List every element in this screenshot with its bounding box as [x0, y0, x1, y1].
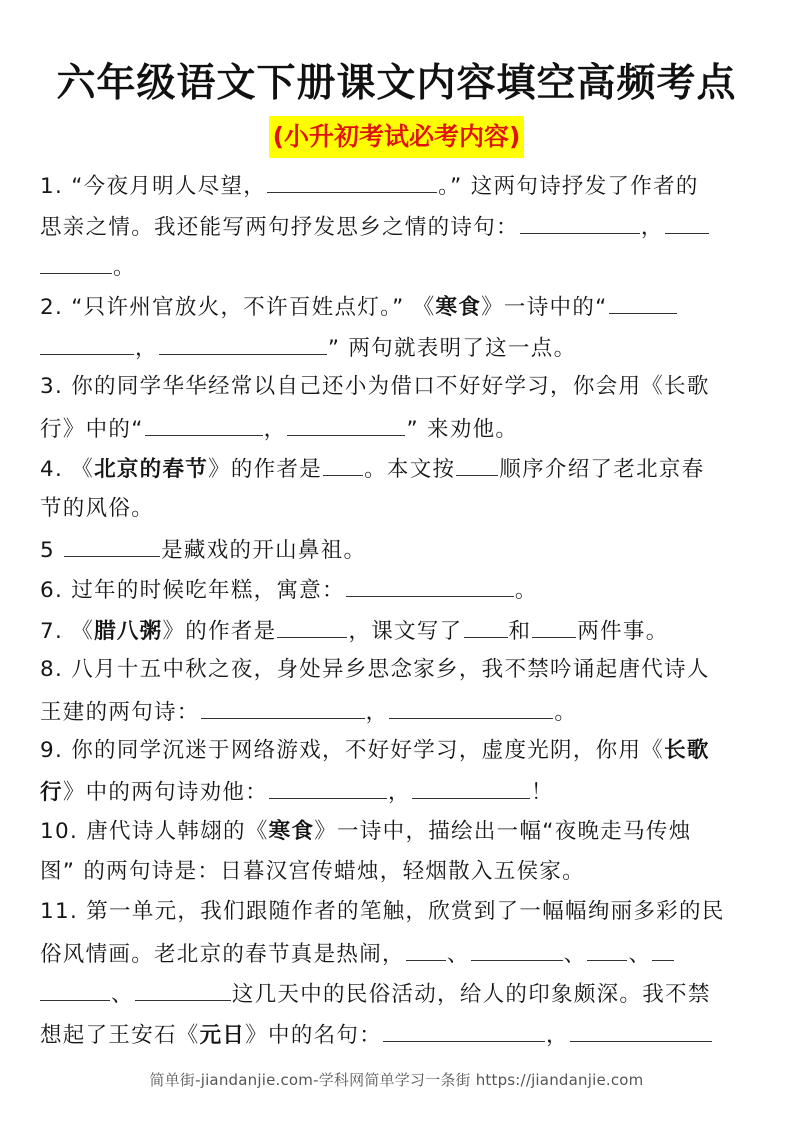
- book-title-bold: 寒食: [268, 819, 315, 844]
- question-text: 4. 《: [40, 457, 95, 482]
- answer-blank[interactable]: [389, 696, 553, 719]
- footer-watermark: 简单街-jiandanjie.com-学科网简单学习一条街 https://jiandanjie.com: [149, 1071, 644, 1089]
- answer-blank[interactable]: [532, 615, 576, 638]
- question-4-line-1: [40, 453, 705, 485]
- question-text: 》一诗中的“: [481, 295, 608, 320]
- page-title: 六年级语文下册课文内容填空高频考点: [56, 61, 737, 106]
- question-7-line-1: [40, 615, 669, 647]
- question-text: 行》中的“: [40, 417, 144, 442]
- answer-blank[interactable]: [64, 534, 160, 557]
- question-4-line-2: [40, 494, 154, 524]
- answer-blank[interactable]: [40, 978, 110, 1001]
- separator: 、: [446, 942, 470, 967]
- answer-blank[interactable]: [570, 1019, 712, 1042]
- answer-blank[interactable]: [287, 413, 405, 436]
- question-text: 想起了王安石《: [40, 1023, 200, 1048]
- question-text: 。” 这两句诗抒发了作者的: [438, 174, 699, 199]
- answer-blank[interactable]: [464, 615, 508, 638]
- question-text: ，课文写了: [348, 619, 463, 644]
- question-6-line-1: [40, 574, 538, 606]
- answer-blank[interactable]: [269, 776, 387, 799]
- question-text: 3. 你的同学华华经常以自己还小为借口不好好学习，你会用《长歌: [40, 374, 710, 399]
- question-9-line-1: [40, 736, 710, 766]
- answer-blank[interactable]: [383, 1019, 545, 1042]
- question-text: ” 来劝他。: [406, 417, 519, 442]
- question-11-line-1: [40, 897, 725, 927]
- answer-blank[interactable]: [609, 291, 677, 314]
- answer-blank[interactable]: [587, 938, 627, 961]
- question-text: 顺序介绍了老北京春: [499, 457, 705, 482]
- question-text: 思亲之情。我还能写两句抒发思乡之情的诗句：: [40, 215, 519, 240]
- question-text: 》的作者是: [208, 457, 323, 482]
- question-11-line-2: [40, 938, 675, 970]
- book-title-bold: 行: [40, 780, 63, 805]
- question-2-line-2: [40, 332, 576, 364]
- question-text: 》中的两句诗劝他：: [62, 780, 269, 805]
- question-text: 。: [554, 700, 578, 725]
- question-5-line-1: [40, 534, 366, 566]
- question-10-line-2: [40, 857, 585, 887]
- separator: 、: [111, 982, 134, 1007]
- answer-blank[interactable]: [456, 453, 498, 476]
- book-title-bold: 元日: [199, 1023, 246, 1048]
- answer-blank[interactable]: [406, 938, 446, 961]
- question-11-line-3: [40, 978, 711, 1010]
- question-1-line-2: [40, 211, 710, 243]
- question-text: ” 两句就表明了这一点。: [327, 336, 577, 361]
- question-text: 11. 第一单元，我们跟随作者的笔触，欣赏到了一幅幅绚丽多彩的民: [40, 899, 725, 924]
- answer-blank[interactable]: [277, 615, 347, 638]
- question-text: 》中的名句：: [245, 1023, 383, 1048]
- answer-blank[interactable]: [412, 776, 530, 799]
- separator: 、: [628, 942, 652, 967]
- answer-blank[interactable]: [145, 413, 263, 436]
- question-1-line-1: [40, 170, 699, 202]
- question-text: 俗风情画。老北京的春节真是热闹，: [40, 942, 405, 967]
- question-text: ，: [135, 336, 158, 361]
- book-title-bold: 腊八粥: [94, 619, 163, 644]
- question-text: ，: [388, 780, 411, 805]
- book-title-bold: 寒食: [435, 295, 482, 320]
- question-9-line-2: [40, 776, 554, 808]
- question-text: ，: [263, 417, 287, 442]
- question-text: 9. 你的同学沉迷于网络游戏，不好好学习，虚度光阴，你用《: [40, 738, 665, 763]
- question-text: 10. 唐代诗人韩翃的《: [40, 819, 269, 844]
- question-text: 节的风俗。: [40, 496, 155, 521]
- question-text: ，: [546, 1023, 569, 1048]
- answer-blank[interactable]: [159, 332, 327, 355]
- question-text: 。: [514, 578, 538, 603]
- question-text: 和: [508, 619, 532, 644]
- question-text: 。本文按: [364, 457, 456, 482]
- answer-blank[interactable]: [652, 938, 674, 961]
- question-text: 是藏戏的开山鼻祖。: [161, 538, 367, 563]
- question-text: ！: [530, 780, 554, 805]
- question-text: 1. “今夜月明人尽望，: [40, 174, 267, 199]
- separator: 、: [563, 942, 587, 967]
- answer-blank[interactable]: [520, 211, 640, 234]
- subtitle-container: [0, 116, 793, 158]
- question-text: 图” 的两句诗是：日暮汉宫传蜡烛，轻烟散入五侯家。: [40, 859, 585, 884]
- subtitle-highlight: (小升初考试必考内容): [269, 116, 525, 158]
- question-text: 王建的两句诗：: [40, 700, 200, 725]
- question-text: 这几天中的民俗活动，给人的印象颇深。我不禁: [231, 982, 711, 1007]
- question-3-line-1: [40, 372, 710, 402]
- question-text: 》的作者是: [162, 619, 277, 644]
- question-text: 。: [113, 255, 136, 280]
- question-text: 2. “只许州官放火，不许百姓点灯。” 《: [40, 295, 436, 320]
- answer-blank[interactable]: [323, 453, 363, 476]
- question-text: 》一诗中，描绘出一幅“夜晚走马传烛: [314, 819, 692, 844]
- question-10-line-1: [40, 817, 692, 847]
- answer-blank[interactable]: [346, 574, 514, 597]
- answer-blank[interactable]: [40, 332, 134, 355]
- book-title-bold: 长歌: [664, 738, 710, 763]
- question-1-line-3: [40, 251, 136, 283]
- question-8-line-1: [40, 655, 710, 685]
- question-text: ，: [365, 700, 389, 725]
- answer-blank[interactable]: [201, 696, 365, 719]
- question-text: 5: [40, 538, 64, 563]
- question-8-line-2: [40, 696, 577, 728]
- answer-blank[interactable]: [40, 251, 112, 274]
- question-text: 7. 《: [40, 619, 95, 644]
- answer-blank[interactable]: [665, 211, 709, 234]
- answer-blank[interactable]: [135, 978, 231, 1001]
- question-text: 6. 过年的时候吃年糕，寓意：: [40, 578, 345, 603]
- answer-blank[interactable]: [267, 170, 437, 193]
- answer-blank[interactable]: [471, 938, 563, 961]
- book-title-bold: 北京的春节: [94, 457, 209, 482]
- question-2-line-1: [40, 291, 678, 323]
- question-11-line-4: [40, 1019, 713, 1051]
- question-text: ，: [640, 215, 664, 240]
- question-text: 两件事。: [577, 619, 669, 644]
- question-text: 8. 八月十五中秋之夜，身处异乡思念家乡，我不禁吟诵起唐代诗人: [40, 657, 710, 682]
- question-3-line-2: [40, 413, 518, 445]
